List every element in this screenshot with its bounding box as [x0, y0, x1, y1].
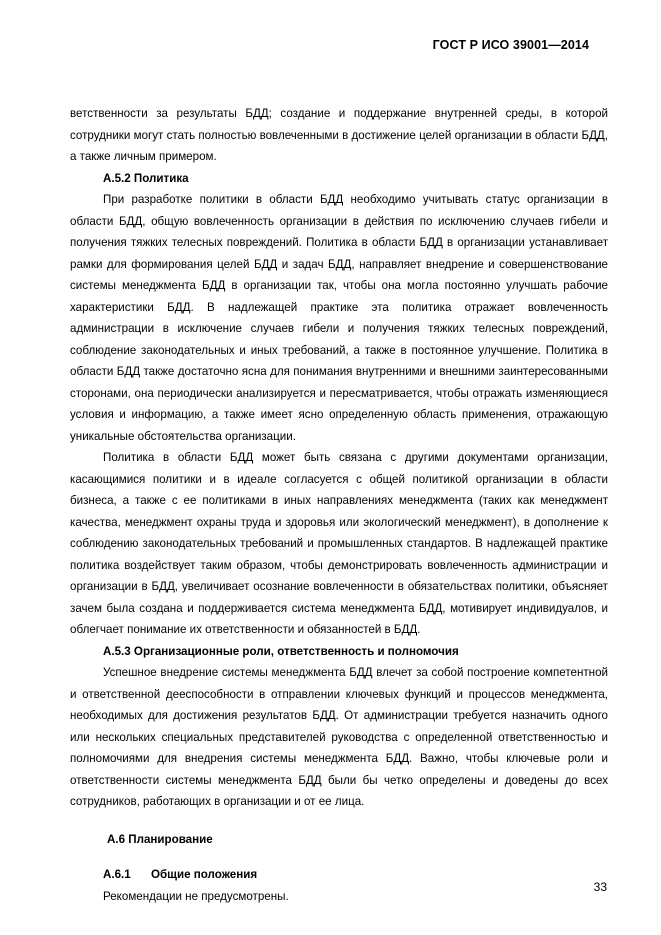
heading-a61-number: А.6.1: [103, 868, 131, 881]
document-code: ГОСТ Р ИСО 39001—2014: [432, 38, 589, 52]
heading-a6: А.6 Планирование: [107, 832, 213, 846]
page-content: [70, 103, 608, 907]
page-number: 33: [593, 880, 607, 894]
paragraph-a61-1: Рекомендации не предусмотрены.: [103, 889, 289, 903]
paragraph-continuation: ветственности за результаты БДД; создание и поддержание внутренней среды, в которой сотрудники могут стать полностью вовлеченными в достижение целей организации в области БДД, а также личным примером.: [70, 107, 608, 163]
paragraph-a53-1: Успешное внедрение системы менеджмента БДД влечет за собой построение компетентной и ответственной дееспособности в отправлении ключевых функций и процессов менеджмента, необходимых для достижения результатов БДД. От администрации требуется назначить одного или нескольких специальных представителей руководства с определенной ответственностью и полномочиями для внедрения системы менеджмента БДД. Важно, чтобы ключевые роли и ответственности системы менеджмента БДД были бы четко определены и доведены до всех сотрудников, работающих в организации и от ее лица.: [70, 666, 608, 808]
paragraph-a52-2: Политика в области БДД может быть связана с другими документами организации, касающимися политики и в идеале согласуется с общей политикой организации в области бизнеса, а также с ее политиками в иных направлениях менеджмента (таких как менеджмент качества, менеджмент охраны труда и здоровья или экологический менеджмент), в дополнение к соблюдению законодательных требований и промышленных стандартов. В надлежащей практике политика воздействует таким образом, чтобы демонстрировать вовлеченность администрации и организации в БДД, увеличивает осознание вовлеченности в обязательствах политики, объясняет зачем была создана и поддерживается система менеджмента БДД, мотивирует индивидуалов, и облегчает понимание их ответственности и обязанностей в БДД.: [70, 451, 608, 636]
heading-a52: А.5.2 Политика: [103, 171, 189, 185]
heading-a61-title: Общие положения: [151, 868, 258, 881]
heading-a53: А.5.3 Организационные роли, ответственность и полномочия: [103, 644, 459, 658]
paragraph-a52-1: При разработке политики в области БДД необходимо учитывать статус организации в области БДД, общую вовлеченность организации в действия по исключению случаев гибели и получения тяжких телесных повреждений. Политика в области БДД в организации устанавливает рамки для формирования целей БДД и задач БДД, направляет внедрение и совершенствование системы менеджмента БДД в организации так, чтобы она могла постоянно улучшать рабочие характеристики БДД. В надлежащей практике эта политика отражает вовлеченность администрации в исключение случаев гибели и получения тяжких телесных повреждений, соблюдение законодательных и иных требований, а также в постоянное улучшение. Политика в области БДД также достаточно ясна для понимания внутренними и внешними заинтересованными сторонами, она периодически анализируется и пересматривается, чтобы отражать изменяющиеся условия и информацию, а также имеет ясно определенную область применения, отражающую уникальные обстоятельства организации.: [70, 193, 608, 443]
heading-a61: [70, 864, 608, 886]
